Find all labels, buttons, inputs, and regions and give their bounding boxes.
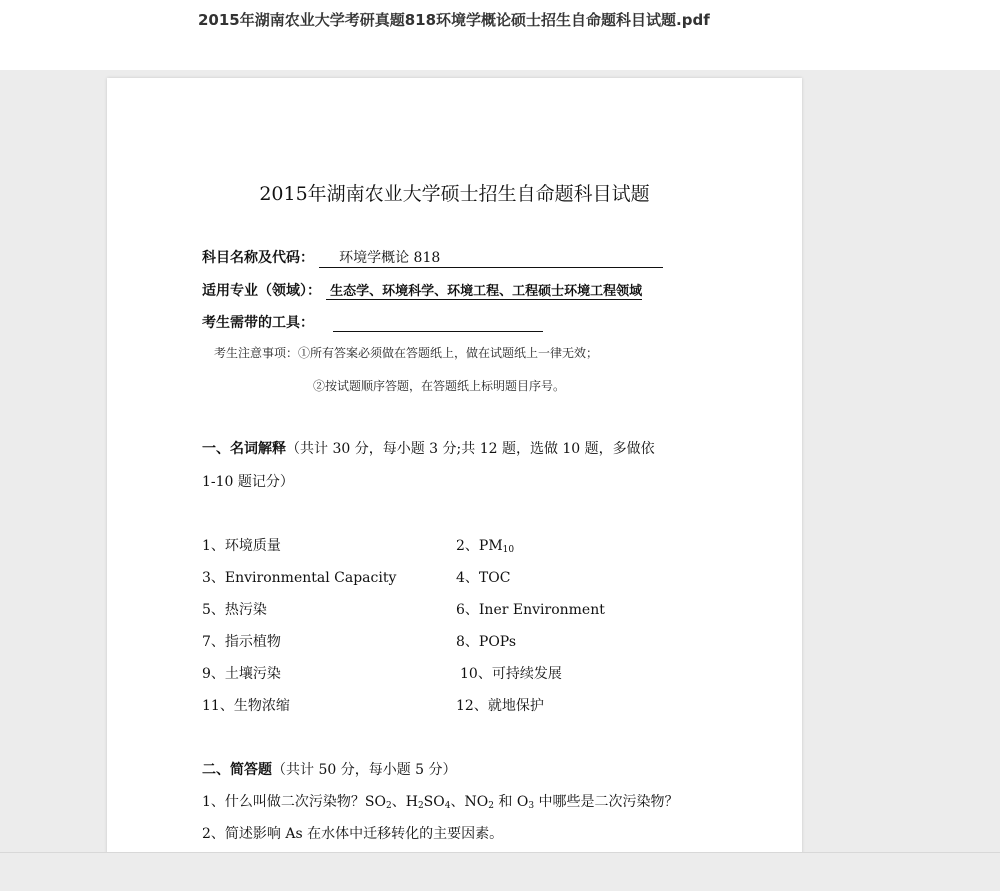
section1-heading: 一、名词解释: [202, 441, 286, 457]
section1-desc: （共计 30 分，每小题 3 分;共 12 题，选做 10 题，多做依: [286, 441, 655, 457]
tools-label: 考生需带的工具：: [202, 315, 314, 331]
tools-row: [202, 312, 543, 332]
notice-line-2: ②按试题顺序答题，在答题纸上标明题目序号。: [313, 379, 566, 393]
section1-desc-2: 1-10 题记分）: [202, 474, 294, 490]
section2-header: [202, 759, 457, 779]
section2-desc: （共计 50 分，每小题 5 分）: [272, 762, 457, 778]
pdf-page: [107, 78, 802, 878]
document-title: 2015年湖南农业大学硕士招生自命题科目试题: [259, 183, 650, 205]
notice-line-1: 考生注意事项：①所有答案必须做在答题纸上，做在试题纸上一律无效；: [214, 346, 599, 360]
list-item: 8、POPs: [456, 634, 517, 650]
list-item: 3、Environmental Capacity: [202, 570, 397, 586]
list-item: 11、生物浓缩: [202, 698, 290, 714]
question-2: 2、简述影响 As 在水体中迁移转化的主要因素。: [202, 826, 504, 842]
list-item: 4、TOC: [456, 570, 511, 586]
list-item: 6、Iner Environment: [456, 602, 605, 618]
viewer-toolbar: [0, 0, 1000, 70]
viewer-bottom-bar: [0, 852, 1000, 891]
section1-header: [202, 438, 655, 458]
tools-value-blank: [333, 315, 543, 332]
question-1: 1、什么叫做二次污染物？$SO_2$、$H_2SO_4$、$NO_2$ 和 $O_3$ 中哪些是二次污染物？: [202, 794, 679, 811]
subject-row: [202, 247, 663, 268]
major-row: [202, 280, 642, 300]
file-title: 2015年湖南农业大学考研真题818环境学概论硕士招生自命题科目试题.pdf: [198, 11, 710, 29]
list-item: 12、就地保护: [456, 698, 544, 714]
list-item: 5、热污染: [202, 602, 267, 618]
subject-value: 环境学概论 818: [319, 247, 663, 268]
list-item: 7、指示植物: [202, 634, 281, 650]
list-item: 2、$PM_{10}$: [456, 538, 515, 555]
pm-subscript: 10: [502, 545, 515, 555]
section2-heading: 二、简答题: [202, 762, 272, 778]
list-item: 1、环境质量: [202, 538, 281, 554]
major-label: 适用专业（领域）：: [202, 283, 321, 299]
subject-label: 科目名称及代码：: [202, 250, 314, 266]
major-value: 生态学、环境科学、环境工程、工程硕士环境工程领域: [326, 280, 642, 300]
list-item: 9、土壤污染: [202, 666, 281, 682]
list-item: 10、可持续发展: [460, 666, 562, 682]
